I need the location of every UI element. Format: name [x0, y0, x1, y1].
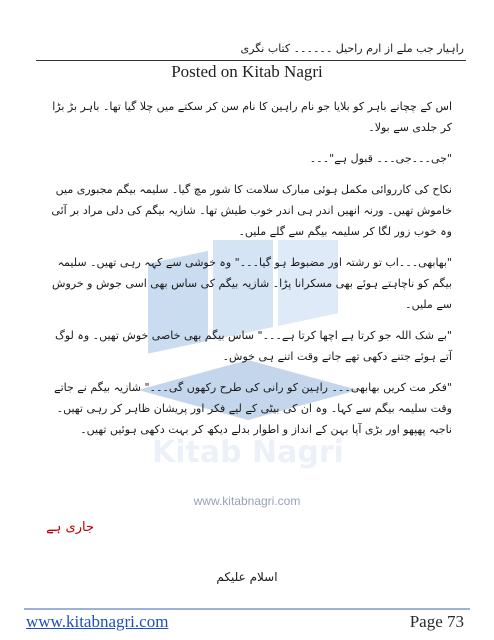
paragraph: "بھابھی۔۔۔اب تو رشتہ اور مضبوط ہو گیا۔۔۔" وہ خوشی سے کہہ رہی تھیں۔ سلیمہ بیگم کو ناچاہتے ہوئے بھی مسکرانا پڑا۔ شازیہ بیگم کی ساس بھی اسی جوش و خروش سے ملیں۔ — [52, 256, 452, 311]
page-number: Page 73 — [409, 612, 464, 631]
running-title: راہیار جب ملے از ارم راحیل ۔۔۔۔۔۔ کتاب نگری — [240, 42, 464, 55]
footer-divider — [24, 608, 470, 610]
footer-website-link[interactable]: www.kitabnagri.com — [26, 612, 169, 631]
posted-on-banner: Posted on Kitab Nagri — [171, 62, 323, 81]
paragraph: اس کے چچانے باہر کو بلایا جو نام راہین کا نام سن کر سکتے میں چلا گیا تھا۔ باہر بڑ بڑا کر جلدی سے بولا۔ — [52, 100, 452, 134]
paragraph: "فکر مت کریں بھابھی۔۔۔ راہین کو رانی کی طرح رکھوں گی۔۔۔" شازیہ بیگم نے جاتے وقت سلیمہ بیگم سے کہا۔ وہ ان کی بیٹی کے لیے فکر اور پریشان ظاہر کر رہی تھیں۔ ناجیہ پھپھو اور بڑی آپا بہن کے انداز و اطوار بدلے دیکھ کر بہت دکھی ہوئیں تھیں۔ — [54, 381, 452, 436]
continued-label: جاری ہے — [46, 520, 94, 535]
header-divider — [36, 60, 466, 61]
chapter-body — [50, 96, 452, 450]
paragraph: "جی۔۔۔جی۔۔۔ قبول ہے"۔۔۔ — [309, 152, 452, 165]
paragraph: نکاح کی کارروائی مکمل ہوئی مبارک سلامت کا شور مچ گیا۔ سلیمہ بیگم مجبوری میں خاموش تھیں۔ ورنہ انھیں اندر ہی اندر خوب طیش تھا۔ شازیہ بیگم کی دلی مراد بر آئی وہ خوب زور لگا کر سلیمہ بیگم سے گلے ملیں۔ — [51, 183, 452, 238]
paragraph: "بے شک اللہ جو کرتا ہے اچھا کرتا ہے۔۔۔" ساس بیگم بھی خاصی خوش تھیں۔ وہ لوگ آتے ہوئے جتنے دکھی تھے جاتے وقت اتنے ہی خوش۔ — [55, 329, 452, 363]
watermark-logo-text: Kitab Nagri — [152, 435, 344, 470]
closing-greeting: اسلام علیکم — [216, 570, 278, 584]
watermark-url: www.kitabnagri.com — [193, 494, 301, 508]
running-header — [38, 38, 464, 60]
